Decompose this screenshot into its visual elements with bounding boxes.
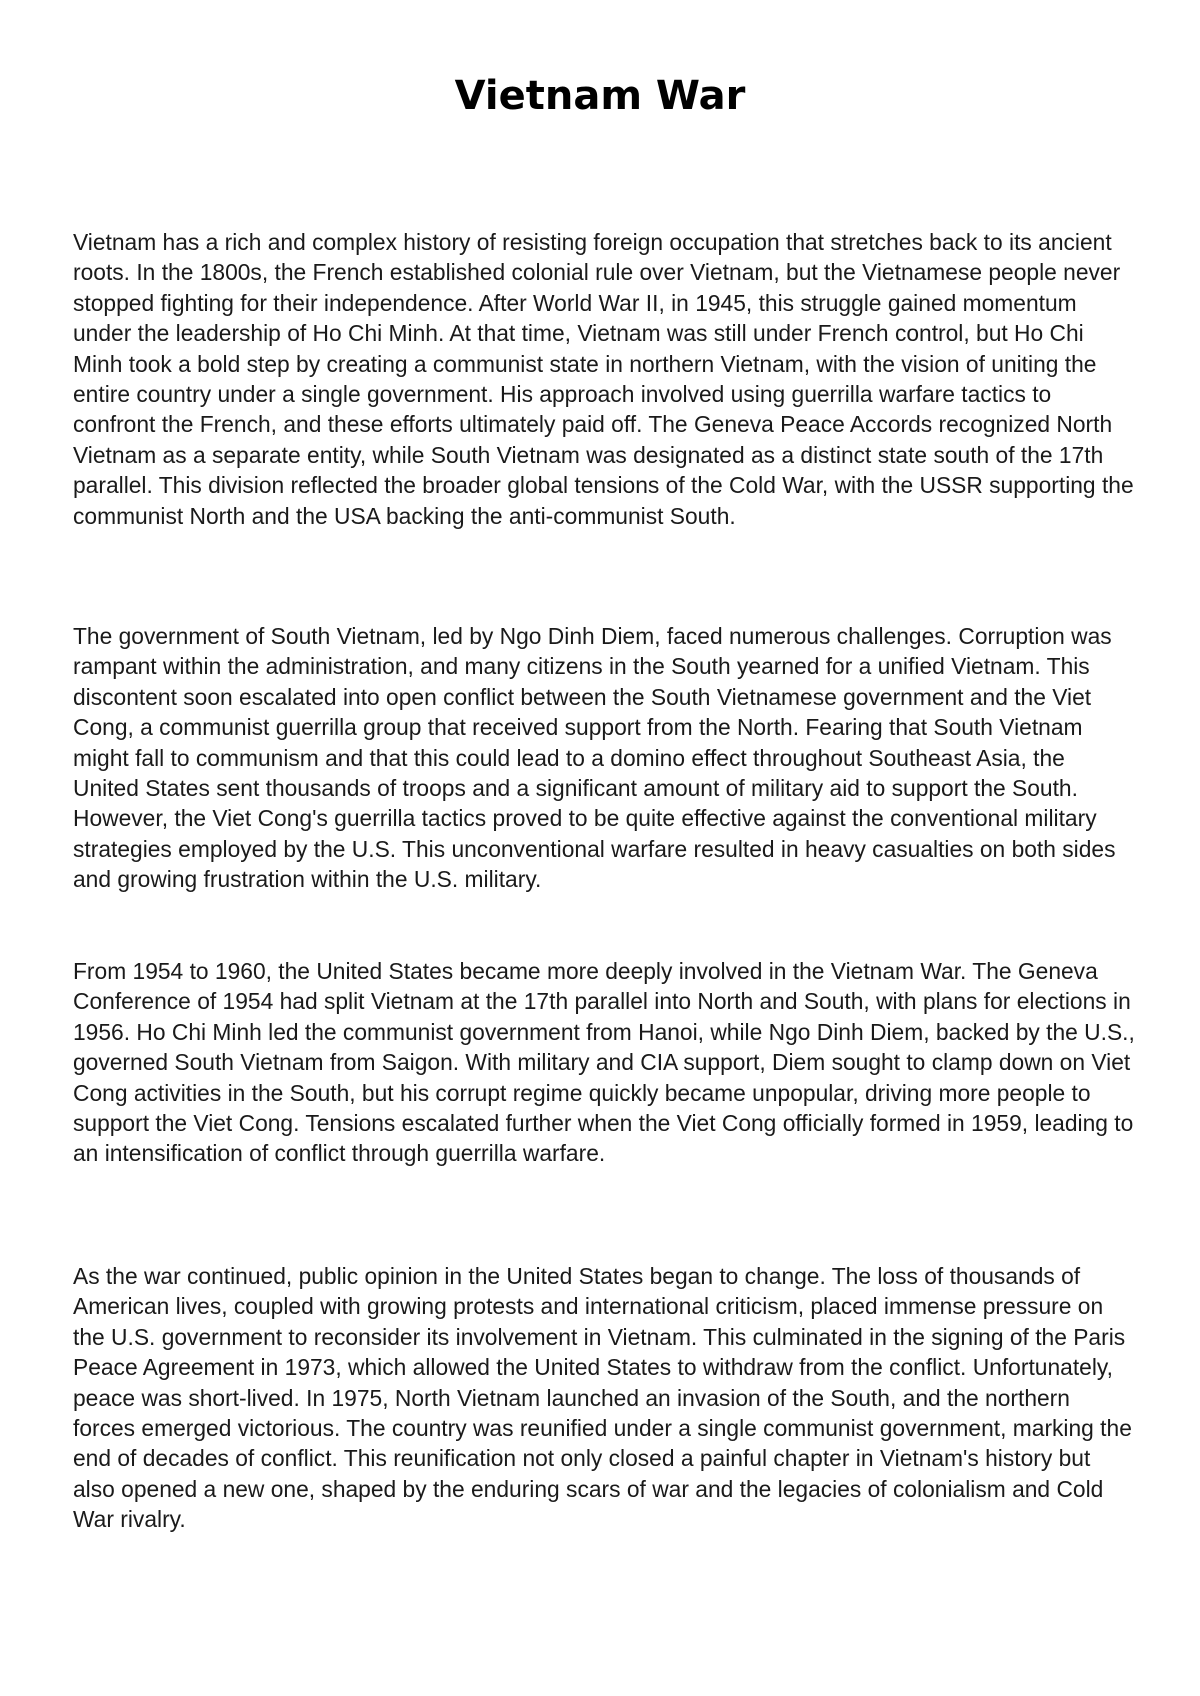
paragraph-4: As the war continued, public opinion in the United States began to change. The loss of thousands of American lives, coupled with growing protests and international criticism, placed immense pressure on the U.S. government to reconsider its involvement in Vietnam. This culminated in the signing of the Paris Peace Agreement in 1973, which allowed the United States to withdraw from the conflict. Unfortunately, peace was short-lived. In 1975, North Vietnam launched an invasion of the South, and the northern forces emerged victorious. The country was reunified under a single communist government, marking the end of decades of conflict. This reunification not only closed a painful chapter in Vietnam's history but also opened a new one, shaped by the enduring scars of war and the legacies of colonialism and Cold War rivalry. xyxy=(73,1263,1132,1533)
paragraph-1: Vietnam has a rich and complex history of resisting foreign occupation that stretches back to its ancient roots. In the 1800s, the French established colonial rule over Vietnam, but the Vietnamese people never stopped fighting for their independence. After World War II, in 1945, this struggle gained momentum under the leadership of Ho Chi Minh. At that time, Vietnam was still under French control, but Ho Chi Minh took a bold step by creating a communist state in northern Vietnam, with the vision of uniting the entire country under a single government. His approach involved using guerrilla warfare tactics to confront the French, and these efforts ultimately paid off. The Geneva Peace Accords recognized North Vietnam as a separate entity, while South Vietnam was designated as a distinct state south of the 17th parallel. This division reflected the broader global tensions of the Cold War, with the USSR supporting the communist North and the USA backing the anti-communist South. xyxy=(73,229,1134,529)
document-title: Vietnam War xyxy=(454,73,746,119)
paragraph-3: From 1954 to 1960, the United States became more deeply involved in the Vietnam War. The Geneva Conference of 1954 had split Vietnam at the 17th parallel into North and South, with plans for elections in 1956. Ho Chi Minh led the communist government from Hanoi, while Ngo Dinh Diem, backed by the U.S., governed South Vietnam from Saigon. With military and CIA support, Diem sought to clamp down on Viet Cong activities in the South, but his corrupt regime quickly became unpopular, driving more people to support the Viet Cong. Tensions escalated further when the Viet Cong officially formed in 1959, leading to an intensification of conflict through guerrilla warfare. xyxy=(73,958,1135,1167)
paragraph-2: The government of South Vietnam, led by Ngo Dinh Diem, faced numerous challenges. Corruption was rampant within the administration, and many citizens in the South yearned for a unified Vietnam. This discontent soon escalated into open conflict between the South Vietnamese government and the Viet Cong, a communist guerrilla group that received support from the North. Fearing that South Vietnam might fall to communism and that this could lead to a domino effect throughout Southeast Asia, the United States sent thousands of troops and a significant amount of military aid to support the South. However, the Viet Cong's guerrilla tactics proved to be quite effective against the conventional military strategies employed by the U.S. This unconventional warfare resulted in heavy casualties on both sides and growing frustration within the U.S. military. xyxy=(73,623,1116,893)
